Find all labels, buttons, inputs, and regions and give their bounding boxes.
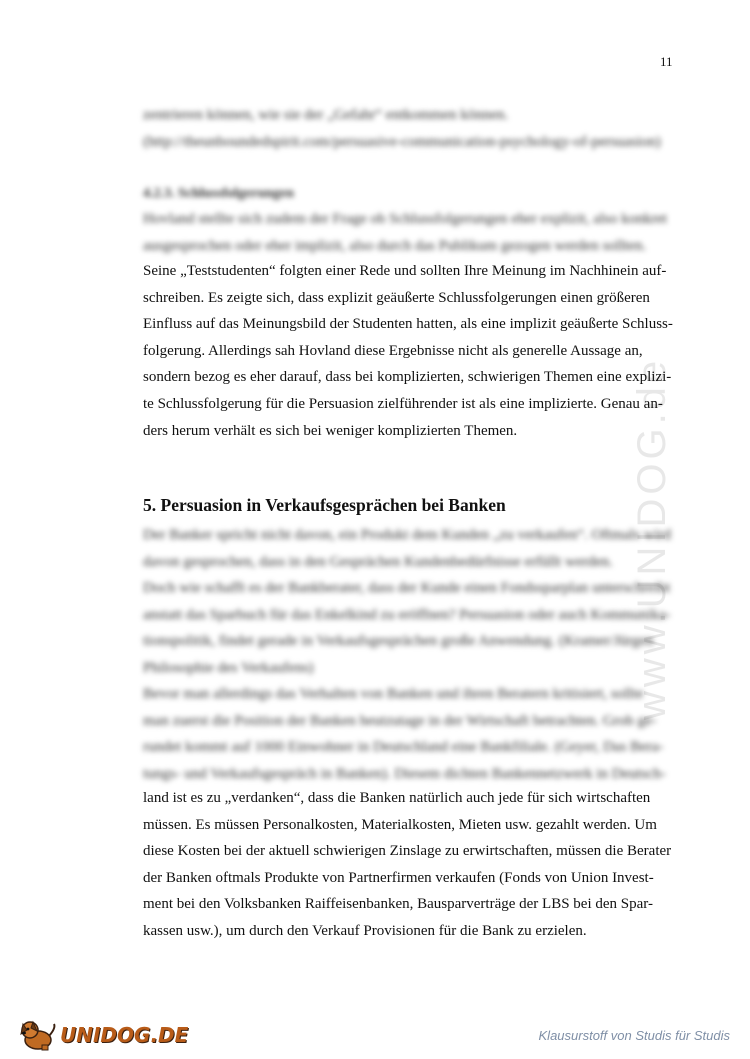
text-line: Hovland stellte sich zudem der Frage ob Schlussfolgerungen eher explizit, also konkret	[143, 211, 668, 227]
text-line: Seine „Teststudenten“ folgten einer Rede und sollten Ihre Meinung im Nachhinein auf-	[143, 263, 667, 279]
blurred-paragraph-section5	[143, 522, 673, 787]
text-line: ders herum verhält es sich bei weniger komplizierten Themen.	[143, 422, 518, 439]
watermark: www.UNIDOG.de	[630, 356, 674, 720]
footer-tagline: Klausurstoff von Studis für Studis	[538, 1028, 730, 1043]
text-line: man zuerst die Position der Banken heutzutage in der Wirtschaft betrachten. Grob ge-	[143, 712, 657, 729]
text-line: sondern bezog es eher darauf, dass bei komplizierten, schwierigen Themen eine explizi-	[143, 369, 672, 386]
text-line: ausgesprochen oder eher implizit, also durch das Publikum gezogen werden sollten.	[143, 237, 647, 254]
logo-text: UNIDOG.DE	[60, 1023, 189, 1047]
text-line: rundet kommt auf 1000 Einwohner in Deutschland eine Bankfiliale. (Geyer, Das Bera-	[143, 739, 664, 755]
text-line: land ist es zu „verdanken“, dass die Banken natürlich auch jede für sich wirtschaften	[143, 790, 651, 806]
text-line: tionspolitik, findet gerade in Verkaufsgesprächen große Anwendung. (Kramer/Jürgen	[143, 633, 654, 649]
text-line: Philosophie des Verkaufens)	[143, 659, 314, 676]
paragraph-bank-costs	[143, 785, 673, 945]
blurred-paragraph-sub	[143, 206, 673, 259]
text-line: te Schlussfolgerung für die Persuasion zielführender ist als eine implizierte. Genau an-	[143, 395, 663, 412]
blurred-paragraph-top	[143, 102, 673, 155]
text-line: kassen usw.), um durch den Verkauf Provisionen für die Bank zu erzielen.	[143, 922, 587, 939]
section-heading: 5. Persuasion in Verkaufsgesprächen bei Banken	[143, 495, 506, 515]
footer-logo[interactable]	[18, 1018, 188, 1052]
text-line: (http://theunboundedspirit.com/persuasive-communication-psychology-of-persuasion)	[143, 133, 661, 150]
text-line: diese Kosten bei der aktuell schwierigen Zinslage zu erwirtschaften, müssen die Berater	[143, 843, 672, 860]
text-line: folgerung. Allerdings sah Hovland diese Ergebnisse nicht als generelle Aussage an,	[143, 342, 643, 359]
text-line: anstatt das Sparbuch für das Enkelkind zu eröffnen? Persuasion oder auch Kommunika-	[143, 606, 671, 623]
text-line: tungs- und Verkaufsgespräch in Banken). Diesem dichten Bankennetzwerk in Deutsch-	[143, 765, 666, 782]
text-line: schreiben. Es zeigte sich, dass explizit geäußerte Schlussfolgerungen einen größeren	[143, 289, 650, 306]
text-line: davon gesprochen, dass in den Gesprächen Kundenbedürfnisse erfüllt werden.	[143, 553, 613, 570]
text-line: müssen. Es müssen Personalkosten, Materialkosten, Mieten usw. gezahlt werden. Um	[143, 816, 657, 833]
text-line: Bevor man allerdings das Verhalten von Banken und ihren Beratern kritisiert, sollte	[143, 686, 644, 702]
text-line: zentrieren können, wie sie der „Gefahr“ entkommen können.	[143, 107, 509, 123]
text-line: Einfluss auf das Meinungsbild der Studenten hatten, als eine implizit geäußerte Schluss-	[143, 316, 673, 333]
text-line: der Banken oftmals Produkte von Partnerfirmen verkaufen (Fonds von Union Invest-	[143, 869, 654, 886]
text-line: Der Banker spricht nicht davon, ein Produkt dem Kunden „zu verkaufen“. Oftmals wird	[143, 527, 672, 543]
paragraph-conclusions	[143, 258, 673, 444]
page-number: 11	[660, 54, 673, 69]
text-line: Doch wie schafft es der Bankberater, dass der Kunde einen Fondssparplan unterschreibt	[143, 580, 671, 596]
dog-logo-icon	[18, 1018, 58, 1052]
subsection-title: 4.2.3. Schlussfolgerungen	[143, 186, 294, 201]
text-line: ment bei den Volksbanken Raiffeisenbanken, Bausparverträge der LBS bei den Spar-	[143, 896, 653, 913]
